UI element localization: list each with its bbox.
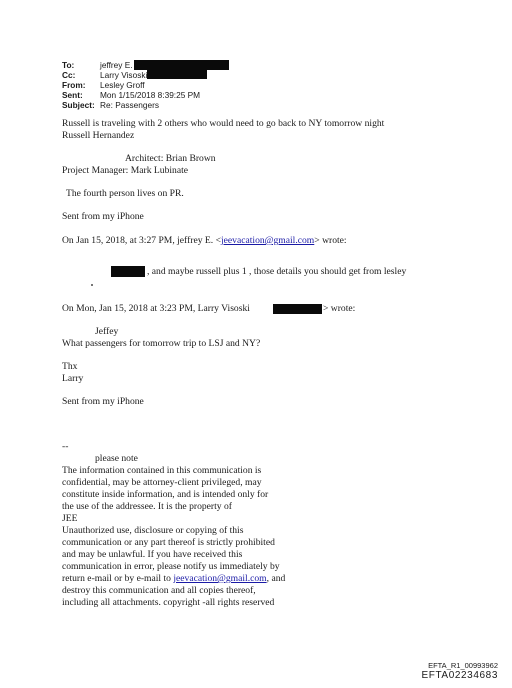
quote-header-2-suffix: > wrote: [323,303,356,314]
from-label: From: [62,80,86,90]
disclaimer-line: JEE [62,513,78,524]
to-label: To: [62,60,75,70]
disclaimer-line: constitute inside information, and is intended only for [62,489,269,500]
disclaimer-line: communication or any part thereof is strictly prohibited [62,537,275,548]
disclaimer-line: destroy this communication and all copies thereof, [62,585,256,596]
quote-header-2 [62,303,250,315]
sent-value: Mon 1/15/2018 8:39:25 PM [100,90,201,100]
subject-value: Re: Passengers [100,100,160,110]
greeting-line: Jeffey [95,326,119,337]
disclaimer-line: Unauthorized use, disclosure or copying of this [62,525,244,536]
cc-value: Larry Visoski [100,70,148,80]
email-link-1[interactable]: jeevacation@gmail.com [220,235,315,246]
sent-label: Sent: [62,90,83,100]
disclaimer-line: including all attachments. copyright -all rights reserved [62,597,275,608]
stray-mark [91,284,93,286]
cc-label: Cc: [62,70,76,80]
disclaimer-line-10-prefix: return e-mail or by e-mail to [62,573,174,584]
signature-separator: -- [62,441,69,452]
reply-line: , and maybe russell plus 1 , those details you should get from lesley [147,266,407,277]
disclaimer-block [62,465,285,609]
redaction-cc [147,69,207,79]
subject-label: Subject: [62,100,95,110]
disclaimer-line: The information contained in this communication is [62,465,262,476]
body-line-2: Russell Hernandez [62,130,135,141]
redaction-reply [111,266,145,277]
architect-line: Architect: Brian Brown [125,153,216,164]
disclaimer-line [62,573,285,585]
email-link-2[interactable]: jeevacation@gmail.com [173,573,267,584]
question-line: What passengers for tomorrow trip to LSJ and NY? [62,338,261,349]
sent-from-iphone-2: Sent from my iPhone [62,396,144,407]
quote-header-1 [62,235,347,247]
disclaimer-line: the use of the addressee. It is the property of [62,501,232,512]
thx-line: Thx [62,361,78,372]
disclaimer-line: and may be unlawful. If you have received this [62,549,243,560]
sent-from-iphone-1: Sent from my iPhone [62,211,144,222]
disclaimer-line: confidential, may be attorney-client privileged, may [62,477,262,488]
email-header [62,60,201,110]
bates-id-1: EFTA_R1_00993962 [428,661,498,670]
signoff-name: Larry [62,373,84,384]
please-note: please note [95,453,138,464]
fourth-person-line: The fourth person lives on PR. [66,188,184,199]
bates-id-2: EFTA02234683 [421,670,498,681]
quote-header-1-prefix: On Jan 15, 2018, at 3:27 PM, jeffrey E. < [62,235,221,246]
project-manager-line: Project Manager: Mark Lubinate [62,165,189,176]
from-value: Lesley Groff [100,80,145,90]
disclaimer-line: communication in error, please notify us immediately by [62,561,280,572]
to-value: jeffrey E. [100,60,133,70]
quote-header-2-prefix: On Mon, Jan 15, 2018 at 3:23 PM, Larry Visoski [62,303,250,314]
disclaimer-line-10-suffix: , and [266,573,286,584]
redaction-quote2 [273,304,322,314]
body-line-1: Russell is traveling with 2 others who would need to go back to NY tomorrow night [62,118,385,129]
quote-header-1-suffix: > wrote: [314,235,347,246]
